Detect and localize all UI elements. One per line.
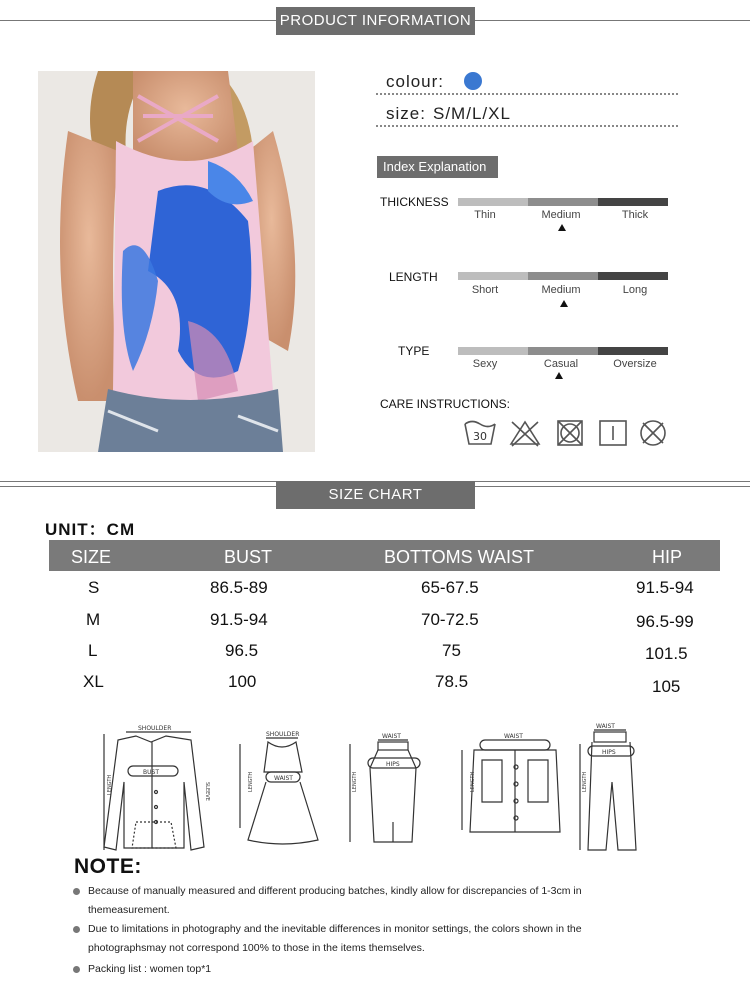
size-value: S/M/L/XL: [433, 104, 511, 123]
table-row: L 96.5 75 101.5: [88, 641, 688, 663]
note-item: Due to limitations in photography and the inevitable differences in monitor settings, the colors shown in the photographsmay not correspond 100% to those in the items themselves.: [74, 920, 634, 958]
thickness-option-thin: Thin: [474, 209, 496, 221]
svg-text:LENGTH: LENGTH: [352, 771, 358, 792]
svg-text:BUST: BUST: [143, 769, 159, 776]
size-divider: [376, 125, 678, 127]
note-item: Packing list : women top*1: [74, 960, 634, 979]
size-table-header: [49, 540, 720, 571]
unit-label: UNIT：CM: [45, 520, 136, 539]
svg-text:HIPS: HIPS: [602, 749, 616, 756]
colour-label: colour:: [386, 72, 445, 91]
svg-text:HIPS: HIPS: [386, 761, 400, 768]
type-option-casual: Casual: [543, 358, 579, 370]
size-label: size:: [386, 104, 426, 123]
svg-text:SHOULDER: SHOULDER: [138, 725, 172, 732]
type-indicator-icon: [555, 372, 563, 379]
no-dry-clean-icon: [636, 418, 670, 448]
type-option-sexy: Sexy: [472, 358, 498, 370]
svg-text:SHOULDER: SHOULDER: [266, 731, 300, 738]
type-label: TYPE: [398, 344, 430, 358]
col-bust: BUST: [224, 547, 273, 567]
shorts-skirt-diagram: [456, 722, 566, 842]
bullet-icon: [73, 966, 80, 973]
thickness-label: THICKNESS: [380, 195, 449, 209]
col-size: SIZE: [71, 547, 112, 567]
col-hip: HIP: [652, 547, 683, 567]
type-option-oversize: Oversize: [613, 358, 657, 370]
svg-text:LENGTH: LENGTH: [107, 774, 113, 795]
length-option-medium: Medium: [541, 284, 581, 296]
thickness-option-thick: Thick: [621, 209, 649, 221]
no-bleach-icon: [508, 418, 542, 448]
length-option-long: Long: [622, 284, 648, 296]
length-label: LENGTH: [389, 270, 438, 284]
svg-text:LENGTH: LENGTH: [582, 771, 588, 792]
care-instructions-title: CARE INSTRUCTIONS:: [380, 397, 511, 411]
hang-dry-icon: [596, 418, 630, 448]
pants-diagram: [570, 722, 650, 854]
svg-text:WAIST: WAIST: [274, 775, 293, 782]
svg-text:LENGTH: LENGTH: [470, 771, 476, 792]
length-bar: [458, 272, 668, 280]
table-row: S 86.5-89 65-67.5 91.5-94: [88, 578, 694, 597]
length-option-short: Short: [471, 284, 499, 296]
table-row: XL 100 78.5 105: [83, 672, 681, 696]
size-chart-banner: SIZE CHART: [276, 481, 475, 509]
svg-text:WAIST: WAIST: [596, 723, 615, 730]
svg-text:WAIST: WAIST: [382, 733, 401, 740]
skirt-diagram: [338, 722, 430, 850]
wash-30-icon: [463, 418, 497, 448]
colour-swatch[interactable]: [464, 72, 482, 90]
product-photo: [38, 71, 315, 452]
table-row: M 91.5-94 70-72.5 96.5-99: [86, 610, 694, 631]
length-indicator-icon: [560, 300, 568, 307]
svg-text:SLEEVE: SLEEVE: [204, 782, 210, 801]
product-info-banner: PRODUCT INFORMATION: [276, 7, 475, 35]
thickness-option-medium: Medium: [541, 209, 581, 221]
note-title: NOTE:: [74, 855, 142, 878]
svg-text:WAIST: WAIST: [504, 733, 523, 740]
svg-text:LENGTH: LENGTH: [248, 771, 254, 792]
note-item: Because of manually measured and different producing batches, kindly allow for discrepancies of 1-3cm in themeasurement.: [74, 882, 634, 920]
type-bar: [458, 347, 668, 355]
jacket-diagram: [96, 722, 214, 854]
col-bottoms-waist: BOTTOMS WAIST: [384, 547, 535, 567]
thickness-bar: [458, 198, 668, 206]
colour-divider: [376, 93, 678, 95]
thickness-indicator-icon: [558, 224, 566, 231]
bullet-icon: [73, 926, 80, 933]
index-explanation-title: Index Explanation: [377, 156, 498, 178]
bullet-icon: [73, 888, 80, 895]
dress-diagram: [234, 722, 328, 850]
svg-text:30: 30: [473, 430, 487, 443]
no-tumble-dry-icon: [553, 418, 587, 448]
